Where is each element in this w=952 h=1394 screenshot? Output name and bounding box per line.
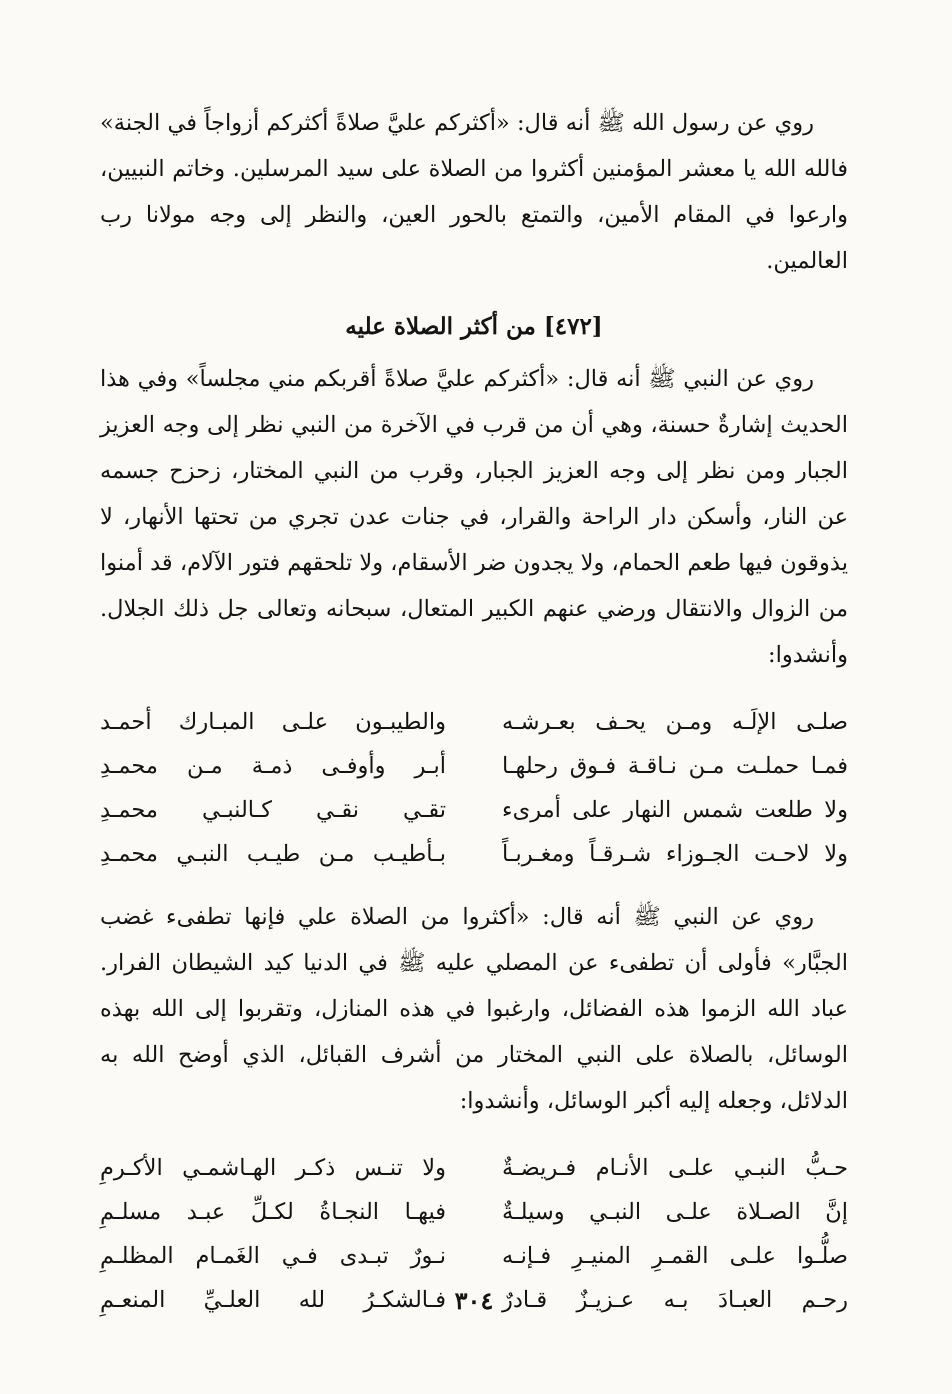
verse-first-hemistich: حـبُّ النبـي علـى الأنـام فـريضـةٌ (502, 1155, 848, 1181)
verse-first-hemistich: رحـم العبـادَ بـه عـزيـزٌ قـادرٌ (502, 1287, 848, 1313)
verse-second-hemistich: بـأطيـب مـن طيـب النبـي محمـدِ (100, 841, 446, 867)
paragraph-hadith-anger (100, 894, 848, 1124)
verse-second-hemistich: نـورٌ تبـدى فـي الغَمـام المظلـمِ (100, 1243, 446, 1269)
book-page (100, 100, 848, 1360)
verse-second-hemistich: فـالشكـرُ لله العلـيِّ المنعـمِ (100, 1287, 446, 1313)
poem-1 (100, 700, 848, 876)
verse-first-hemistich: إنَّ الصـلاة علـى النبـي وسيلـةٌ (502, 1199, 848, 1225)
verse-second-hemistich: ولا تنـس ذكـر الهـاشمـي الأكـرمِ (100, 1155, 446, 1181)
poem-verse (100, 788, 848, 832)
verse-first-hemistich: صلُّـوا علـى القمـرِ المنيـرِ فـإنـه (502, 1243, 848, 1269)
verse-second-hemistich: والطيبـون علـى المبـارك أحمـد (100, 709, 446, 735)
paragraph-3-text: روي عن النبي ﷺ أنه قال: «أكثروا من الصلاة علي فإنها تطفىء غضب الجبَّار» فأولى أن تطفىء عن المصلي عليه ﷺ في الدنيا كيد الشيطان الفرار. عباد الله الزموا هذه الفضائل، وارغبوا في هذه المنازل، وتقربوا إلى الله بهذه الوسائل، بالصلاة على النبي المختار من أشرف القبائل، الذي أوضح الله به الدلائل، وجعله إليه أكبر الوسائل، وأنشدوا: (100, 904, 848, 1114)
section-heading: [٤٧٢] من أكثر الصلاة عليه (345, 313, 603, 340)
verse-first-hemistich: صلـى الإلَـه ومـن يحـف بعـرشـه (502, 709, 848, 735)
poem-verse (100, 832, 848, 876)
paragraph-hadith-closeness (100, 356, 848, 678)
verse-first-hemistich: ولا طلعت شمس النهار على أمرىء (502, 797, 848, 823)
verse-second-hemistich: تقـي نقـي كـالنبـي محمـدِ (100, 797, 446, 823)
paragraph-2-text: روي عن النبي ﷺ أنه قال: «أكثركم عليَّ صلاةً أقربكم مني مجلساً» وفي هذا الحديث إشارةٌ حسنة، وهي أن من قرب في الآخرة من النبي نظر إلى وجه العزيز الجبار ومن نظر إلى وجه العزيز الجبار، وقرب من النبي المختار، زحزح جسمه عن النار، وأسكن دار الراحة والقرار، في جنات عدن تجري من تحتها الأنهار، لا يذوقون فيها طعم الحمام، ولا يجدون ضر الأسقام، ولا تلحقهم فتور الآلام، قد أمنوا من الزوال والانتقال ورضي عنهم الكبير المتعال، سبحانه وتعالى جل ذلك الجلال. وأنشدوا: (100, 366, 848, 668)
verse-first-hemistich: فمـا حملـت مـن نـاقـة فـوق رحلهـا (502, 753, 848, 779)
poem-verse (100, 1234, 848, 1278)
verse-second-hemistich: أبـر وأوفـى ذمـة مـن محمـدِ (100, 753, 446, 779)
poem-verse (100, 1146, 848, 1190)
paragraph-hadith-marriage (100, 100, 848, 284)
poem-verse (100, 1190, 848, 1234)
paragraph-1-text: روي عن رسول الله ﷺ أنه قال: «أكثركم عليَّ صلاةً أكثركم أزواجاً في الجنة» فالله الله يا معشر المؤمنين أكثروا من الصلاة على سيد المرسلين. وخاتم النبيين، وارعوا في المقام الأمين، والتمتع بالحور العين، والنظر إلى وجه مولانا رب العالمين. (100, 110, 848, 274)
page-number: ٣٠٤ (454, 1286, 494, 1315)
poem-verse (100, 744, 848, 788)
poem-verse (100, 700, 848, 744)
verse-first-hemistich: ولا لاحـت الجـوزاء شـرقـاً ومغـربـاً (502, 841, 848, 867)
verse-second-hemistich: فيهـا النجـاةُ لكـلِّ عبـد مسلـمِ (100, 1199, 446, 1225)
